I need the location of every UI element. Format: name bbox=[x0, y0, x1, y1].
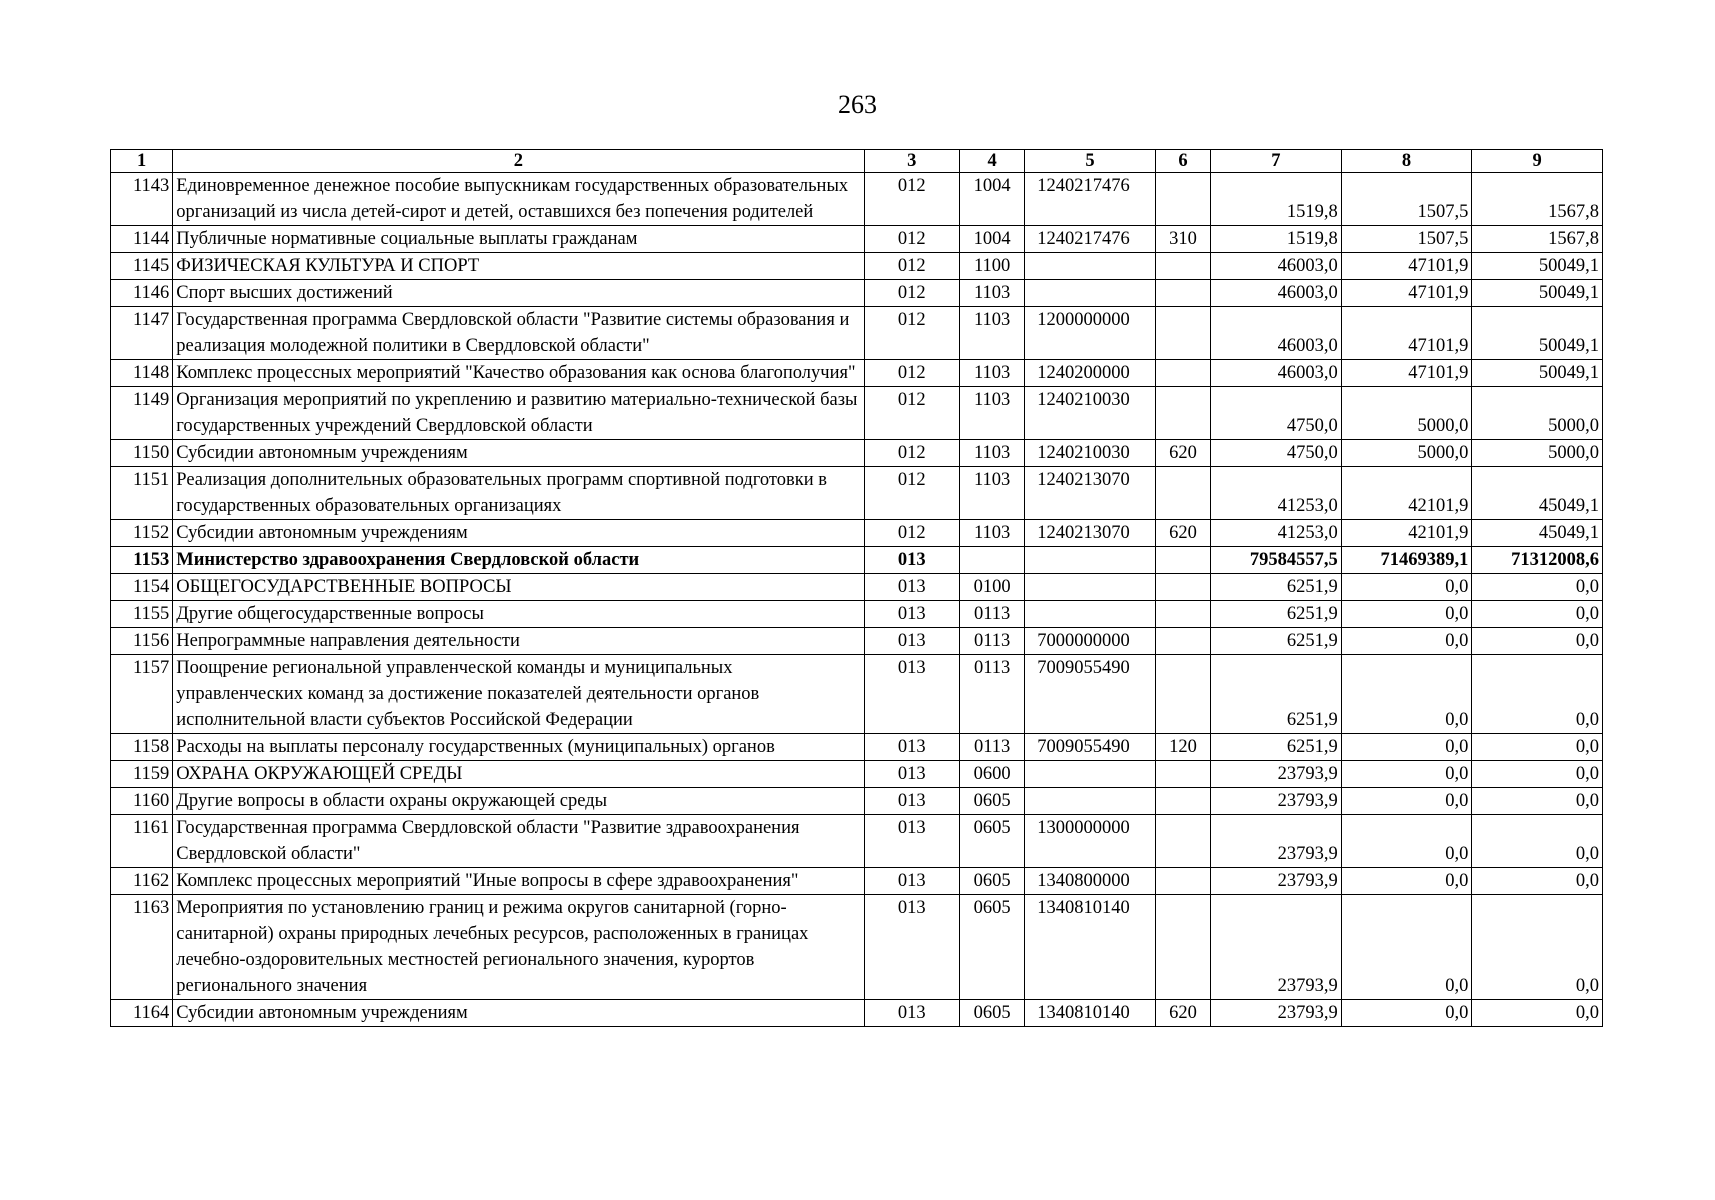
row-col-6 bbox=[1155, 628, 1210, 655]
row-col-6 bbox=[1155, 601, 1210, 628]
row-number: 1156 bbox=[111, 628, 173, 655]
row-col-3: 012 bbox=[864, 253, 959, 280]
row-col-5: 1240217476 bbox=[1025, 173, 1156, 226]
table-row bbox=[111, 547, 1603, 574]
row-col-5: 1340810140 bbox=[1025, 895, 1156, 1000]
row-col-3: 012 bbox=[864, 467, 959, 520]
row-description: ФИЗИЧЕСКАЯ КУЛЬТУРА И СПОРТ bbox=[173, 253, 864, 280]
row-col-6 bbox=[1155, 868, 1210, 895]
row-col-6: 620 bbox=[1155, 520, 1210, 547]
row-number: 1163 bbox=[111, 895, 173, 1000]
row-col-7: 46003,0 bbox=[1211, 360, 1342, 387]
row-col-8: 71469389,1 bbox=[1341, 547, 1472, 574]
row-col-8: 42101,9 bbox=[1341, 467, 1472, 520]
row-col-4: 0600 bbox=[959, 761, 1024, 788]
row-col-8: 0,0 bbox=[1341, 574, 1472, 601]
header-col-8: 8 bbox=[1341, 150, 1472, 173]
row-col-3: 012 bbox=[864, 280, 959, 307]
budget-table bbox=[110, 149, 1603, 1027]
row-number: 1151 bbox=[111, 467, 173, 520]
row-number: 1147 bbox=[111, 307, 173, 360]
row-col-5: 7000000000 bbox=[1025, 628, 1156, 655]
row-col-7: 23793,9 bbox=[1211, 895, 1342, 1000]
row-col-9: 0,0 bbox=[1472, 601, 1603, 628]
table-row bbox=[111, 440, 1603, 467]
row-col-7: 6251,9 bbox=[1211, 574, 1342, 601]
row-col-3: 013 bbox=[864, 547, 959, 574]
row-col-7: 6251,9 bbox=[1211, 655, 1342, 734]
row-description: Другие общегосударственные вопросы bbox=[173, 601, 864, 628]
row-col-6 bbox=[1155, 761, 1210, 788]
table-row bbox=[111, 734, 1603, 761]
row-description: Министерство здравоохранения Свердловской области bbox=[173, 547, 864, 574]
row-description: Субсидии автономным учреждениям bbox=[173, 1000, 864, 1027]
row-col-7: 23793,9 bbox=[1211, 761, 1342, 788]
row-col-7: 23793,9 bbox=[1211, 1000, 1342, 1027]
row-col-9: 50049,1 bbox=[1472, 307, 1603, 360]
row-col-8: 5000,0 bbox=[1341, 387, 1472, 440]
row-col-5 bbox=[1025, 574, 1156, 601]
row-col-8: 1507,5 bbox=[1341, 173, 1472, 226]
row-col-8: 0,0 bbox=[1341, 868, 1472, 895]
table-row bbox=[111, 387, 1603, 440]
row-col-5: 1240210030 bbox=[1025, 387, 1156, 440]
row-number: 1155 bbox=[111, 601, 173, 628]
row-description: Субсидии автономным учреждениям bbox=[173, 440, 864, 467]
row-col-6 bbox=[1155, 307, 1210, 360]
row-number: 1143 bbox=[111, 173, 173, 226]
row-col-6: 310 bbox=[1155, 226, 1210, 253]
header-col-9: 9 bbox=[1472, 150, 1603, 173]
row-col-4: 0605 bbox=[959, 788, 1024, 815]
row-col-5: 7009055490 bbox=[1025, 655, 1156, 734]
row-col-9: 0,0 bbox=[1472, 628, 1603, 655]
row-description: Единовременное денежное пособие выпускникам государственных образовательных организаций из числа детей-сирот и детей, оставшихся без попечения родителей bbox=[173, 173, 864, 226]
row-col-5: 1340800000 bbox=[1025, 868, 1156, 895]
row-col-7: 6251,9 bbox=[1211, 628, 1342, 655]
row-description: Государственная программа Свердловской области "Развитие здравоохранения Свердловской области" bbox=[173, 815, 864, 868]
row-col-8: 0,0 bbox=[1341, 788, 1472, 815]
row-col-4: 1103 bbox=[959, 280, 1024, 307]
row-col-7: 23793,9 bbox=[1211, 868, 1342, 895]
row-col-8: 47101,9 bbox=[1341, 253, 1472, 280]
row-col-6 bbox=[1155, 895, 1210, 1000]
header-col-7: 7 bbox=[1211, 150, 1342, 173]
row-col-3: 012 bbox=[864, 307, 959, 360]
row-col-6 bbox=[1155, 788, 1210, 815]
row-col-9: 0,0 bbox=[1472, 788, 1603, 815]
row-col-4: 1100 bbox=[959, 253, 1024, 280]
row-col-7: 1519,8 bbox=[1211, 173, 1342, 226]
header-col-1: 1 bbox=[111, 150, 173, 173]
row-col-7: 46003,0 bbox=[1211, 253, 1342, 280]
row-col-5: 1240213070 bbox=[1025, 520, 1156, 547]
row-col-6: 120 bbox=[1155, 734, 1210, 761]
row-col-3: 013 bbox=[864, 761, 959, 788]
header-col-3: 3 bbox=[864, 150, 959, 173]
row-col-8: 0,0 bbox=[1341, 601, 1472, 628]
row-col-9: 5000,0 bbox=[1472, 387, 1603, 440]
table-body bbox=[111, 173, 1603, 1027]
row-number: 1153 bbox=[111, 547, 173, 574]
row-col-7: 23793,9 bbox=[1211, 815, 1342, 868]
row-number: 1148 bbox=[111, 360, 173, 387]
row-col-5 bbox=[1025, 761, 1156, 788]
row-col-3: 013 bbox=[864, 655, 959, 734]
row-col-4: 1004 bbox=[959, 226, 1024, 253]
row-col-4: 1103 bbox=[959, 520, 1024, 547]
row-col-6 bbox=[1155, 360, 1210, 387]
row-col-5 bbox=[1025, 547, 1156, 574]
row-col-9: 0,0 bbox=[1472, 734, 1603, 761]
row-col-8: 47101,9 bbox=[1341, 280, 1472, 307]
row-col-5: 1200000000 bbox=[1025, 307, 1156, 360]
row-col-7: 79584557,5 bbox=[1211, 547, 1342, 574]
row-col-4: 0100 bbox=[959, 574, 1024, 601]
row-col-8: 0,0 bbox=[1341, 734, 1472, 761]
row-col-4: 0113 bbox=[959, 655, 1024, 734]
row-number: 1145 bbox=[111, 253, 173, 280]
row-col-3: 013 bbox=[864, 788, 959, 815]
row-col-4: 0113 bbox=[959, 734, 1024, 761]
row-number: 1154 bbox=[111, 574, 173, 601]
row-col-7: 4750,0 bbox=[1211, 387, 1342, 440]
row-col-4: 1103 bbox=[959, 307, 1024, 360]
row-col-9: 50049,1 bbox=[1472, 253, 1603, 280]
row-col-5 bbox=[1025, 280, 1156, 307]
row-col-4: 0113 bbox=[959, 601, 1024, 628]
row-col-4: 1004 bbox=[959, 173, 1024, 226]
table-row bbox=[111, 815, 1603, 868]
row-col-5: 1240200000 bbox=[1025, 360, 1156, 387]
row-col-8: 47101,9 bbox=[1341, 360, 1472, 387]
row-description: Мероприятия по установлению границ и режима округов санитарной (горно-санитарной) охраны природных лечебных ресурсов, расположенных в границах лечебно-оздоровительных местностей регионального значения, курортов регионального значения bbox=[173, 895, 864, 1000]
row-col-9: 0,0 bbox=[1472, 895, 1603, 1000]
row-number: 1161 bbox=[111, 815, 173, 868]
row-col-5 bbox=[1025, 601, 1156, 628]
row-number: 1146 bbox=[111, 280, 173, 307]
row-col-9: 50049,1 bbox=[1472, 280, 1603, 307]
row-col-6 bbox=[1155, 815, 1210, 868]
row-col-4: 1103 bbox=[959, 440, 1024, 467]
row-col-9: 45049,1 bbox=[1472, 467, 1603, 520]
row-col-4: 0605 bbox=[959, 895, 1024, 1000]
table-row bbox=[111, 601, 1603, 628]
row-col-6: 620 bbox=[1155, 440, 1210, 467]
header-col-2: 2 bbox=[173, 150, 864, 173]
row-col-9: 1567,8 bbox=[1472, 226, 1603, 253]
table-row bbox=[111, 173, 1603, 226]
row-number: 1149 bbox=[111, 387, 173, 440]
row-description: ОБЩЕГОСУДАРСТВЕННЫЕ ВОПРОСЫ bbox=[173, 574, 864, 601]
row-col-9: 50049,1 bbox=[1472, 360, 1603, 387]
row-col-8: 42101,9 bbox=[1341, 520, 1472, 547]
table-row bbox=[111, 253, 1603, 280]
row-description: Расходы на выплаты персоналу государственных (муниципальных) органов bbox=[173, 734, 864, 761]
row-col-3: 013 bbox=[864, 1000, 959, 1027]
row-col-8: 0,0 bbox=[1341, 761, 1472, 788]
row-col-6 bbox=[1155, 387, 1210, 440]
table-row bbox=[111, 628, 1603, 655]
row-col-6 bbox=[1155, 547, 1210, 574]
row-col-4: 1103 bbox=[959, 360, 1024, 387]
row-col-6 bbox=[1155, 280, 1210, 307]
row-col-4: 1103 bbox=[959, 387, 1024, 440]
row-description: Другие вопросы в области охраны окружающей среды bbox=[173, 788, 864, 815]
row-col-5: 1300000000 bbox=[1025, 815, 1156, 868]
row-col-7: 4750,0 bbox=[1211, 440, 1342, 467]
row-col-9: 45049,1 bbox=[1472, 520, 1603, 547]
row-col-5: 1240213070 bbox=[1025, 467, 1156, 520]
row-col-9: 0,0 bbox=[1472, 1000, 1603, 1027]
row-col-3: 013 bbox=[864, 895, 959, 1000]
row-col-3: 013 bbox=[864, 815, 959, 868]
table-row bbox=[111, 868, 1603, 895]
row-number: 1150 bbox=[111, 440, 173, 467]
table-row bbox=[111, 574, 1603, 601]
row-col-9: 71312008,6 bbox=[1472, 547, 1603, 574]
row-col-9: 0,0 bbox=[1472, 574, 1603, 601]
row-col-3: 012 bbox=[864, 387, 959, 440]
row-description: Государственная программа Свердловской области "Развитие системы образования и реализация молодежной политики в Свердловской области" bbox=[173, 307, 864, 360]
row-col-3: 012 bbox=[864, 440, 959, 467]
row-col-3: 012 bbox=[864, 520, 959, 547]
row-description: Реализация дополнительных образовательных программ спортивной подготовки в государственных образовательных организациях bbox=[173, 467, 864, 520]
row-col-6 bbox=[1155, 574, 1210, 601]
header-col-4: 4 bbox=[959, 150, 1024, 173]
row-col-5: 1240210030 bbox=[1025, 440, 1156, 467]
row-col-7: 1519,8 bbox=[1211, 226, 1342, 253]
row-col-4: 0605 bbox=[959, 815, 1024, 868]
row-col-5: 1240217476 bbox=[1025, 226, 1156, 253]
row-col-9: 1567,8 bbox=[1472, 173, 1603, 226]
table-row bbox=[111, 226, 1603, 253]
row-description: Поощрение региональной управленческой команды и муниципальных управленческих команд за достижение показателей деятельности органов исполнительной власти субъектов Российской Федерации bbox=[173, 655, 864, 734]
row-col-4: 0113 bbox=[959, 628, 1024, 655]
row-description: ОХРАНА ОКРУЖАЮЩЕЙ СРЕДЫ bbox=[173, 761, 864, 788]
row-description: Организация мероприятий по укреплению и развитию материально-технической базы государственных учреждений Свердловской области bbox=[173, 387, 864, 440]
row-col-9: 5000,0 bbox=[1472, 440, 1603, 467]
row-col-5: 7009055490 bbox=[1025, 734, 1156, 761]
table-row bbox=[111, 788, 1603, 815]
table-row bbox=[111, 895, 1603, 1000]
row-col-9: 0,0 bbox=[1472, 655, 1603, 734]
row-col-6 bbox=[1155, 467, 1210, 520]
row-col-5: 1340810140 bbox=[1025, 1000, 1156, 1027]
table-row bbox=[111, 467, 1603, 520]
row-col-7: 41253,0 bbox=[1211, 520, 1342, 547]
row-col-5 bbox=[1025, 253, 1156, 280]
header-col-6: 6 bbox=[1155, 150, 1210, 173]
row-col-3: 013 bbox=[864, 734, 959, 761]
row-col-8: 0,0 bbox=[1341, 895, 1472, 1000]
header-row bbox=[111, 150, 1603, 173]
row-col-6 bbox=[1155, 253, 1210, 280]
row-col-3: 012 bbox=[864, 173, 959, 226]
row-col-8: 1507,5 bbox=[1341, 226, 1472, 253]
row-col-3: 013 bbox=[864, 574, 959, 601]
row-col-8: 0,0 bbox=[1341, 655, 1472, 734]
row-col-4: 0605 bbox=[959, 868, 1024, 895]
row-col-8: 0,0 bbox=[1341, 1000, 1472, 1027]
row-number: 1159 bbox=[111, 761, 173, 788]
row-number: 1157 bbox=[111, 655, 173, 734]
table-row bbox=[111, 761, 1603, 788]
row-col-3: 013 bbox=[864, 628, 959, 655]
row-col-6 bbox=[1155, 173, 1210, 226]
row-col-6 bbox=[1155, 655, 1210, 734]
table-row bbox=[111, 1000, 1603, 1027]
table-row bbox=[111, 520, 1603, 547]
row-number: 1152 bbox=[111, 520, 173, 547]
row-number: 1164 bbox=[111, 1000, 173, 1027]
row-col-4: 0605 bbox=[959, 1000, 1024, 1027]
row-col-8: 0,0 bbox=[1341, 628, 1472, 655]
row-col-3: 013 bbox=[864, 601, 959, 628]
row-description: Спорт высших достижений bbox=[173, 280, 864, 307]
table-row bbox=[111, 307, 1603, 360]
row-number: 1144 bbox=[111, 226, 173, 253]
page-number: 263 bbox=[838, 90, 877, 119]
row-description: Публичные нормативные социальные выплаты гражданам bbox=[173, 226, 864, 253]
header-col-5: 5 bbox=[1025, 150, 1156, 173]
row-col-7: 46003,0 bbox=[1211, 307, 1342, 360]
row-col-9: 0,0 bbox=[1472, 868, 1603, 895]
table-row bbox=[111, 655, 1603, 734]
row-col-5 bbox=[1025, 788, 1156, 815]
row-description: Комплекс процессных мероприятий "Иные вопросы в сфере здравоохранения" bbox=[173, 868, 864, 895]
row-number: 1158 bbox=[111, 734, 173, 761]
table-row bbox=[111, 280, 1603, 307]
row-description: Комплекс процессных мероприятий "Качество образования как основа благополучия" bbox=[173, 360, 864, 387]
table-row bbox=[111, 360, 1603, 387]
row-col-7: 6251,9 bbox=[1211, 734, 1342, 761]
row-col-8: 0,0 bbox=[1341, 815, 1472, 868]
row-number: 1160 bbox=[111, 788, 173, 815]
row-col-7: 6251,9 bbox=[1211, 601, 1342, 628]
row-col-4: 1103 bbox=[959, 467, 1024, 520]
row-col-7: 41253,0 bbox=[1211, 467, 1342, 520]
row-col-7: 23793,9 bbox=[1211, 788, 1342, 815]
row-col-3: 012 bbox=[864, 226, 959, 253]
row-col-8: 47101,9 bbox=[1341, 307, 1472, 360]
row-col-9: 0,0 bbox=[1472, 815, 1603, 868]
row-col-3: 012 bbox=[864, 360, 959, 387]
row-col-8: 5000,0 bbox=[1341, 440, 1472, 467]
row-number: 1162 bbox=[111, 868, 173, 895]
row-description: Субсидии автономным учреждениям bbox=[173, 520, 864, 547]
row-col-3: 013 bbox=[864, 868, 959, 895]
row-col-7: 46003,0 bbox=[1211, 280, 1342, 307]
row-col-6: 620 bbox=[1155, 1000, 1210, 1027]
row-col-9: 0,0 bbox=[1472, 761, 1603, 788]
row-col-4 bbox=[959, 547, 1024, 574]
row-description: Непрограммные направления деятельности bbox=[173, 628, 864, 655]
